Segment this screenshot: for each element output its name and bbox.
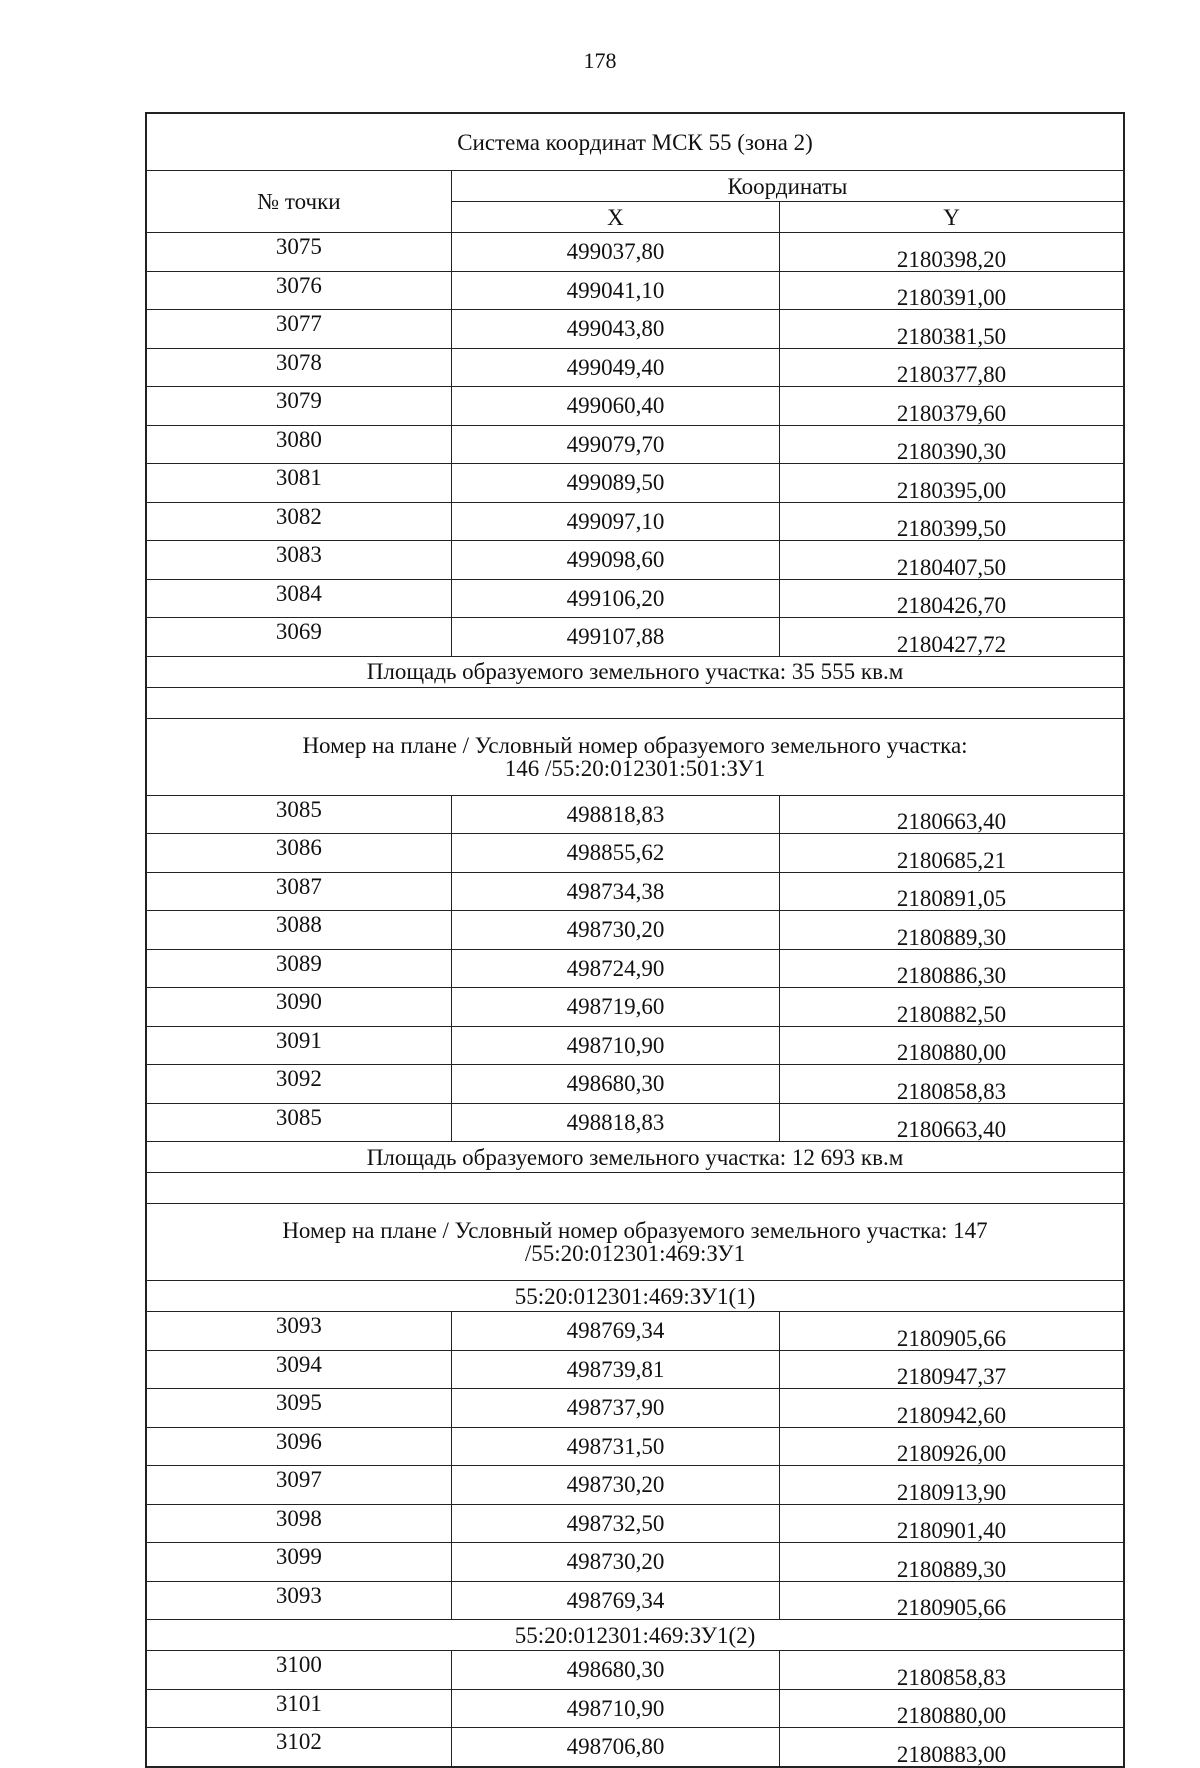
table-row [147,1350,1124,1389]
x-coordinate-cell: 498731,50 [451,1427,779,1466]
y-coordinate-cell: 2180663,40 [780,795,1124,834]
table-row [147,310,1124,349]
table-row [147,911,1124,950]
x-coordinate-cell: 498710,90 [451,1026,779,1065]
x-coordinate-cell: 499089,50 [451,464,779,503]
spacer-2 [147,1173,1124,1204]
point-number-cell: 3082 [147,502,452,541]
y-coordinate-cell: 2180426,70 [780,579,1124,618]
point-number-cell: 3069 [147,618,452,657]
point-number-cell: 3084 [147,579,452,618]
point-number-cell: 3079 [147,387,452,426]
table-row [147,618,1124,657]
x-coordinate-cell: 498732,50 [451,1504,779,1543]
area-summary-2-row [147,1142,1124,1173]
y-coordinate-cell: 2180399,50 [780,502,1124,541]
y-coordinate-cell: 2180883,00 [780,1728,1124,1767]
point-number-cell: 3091 [147,1026,452,1065]
table-row [147,834,1124,873]
y-coordinate-cell: 2180391,00 [780,271,1124,310]
point-number-cell: 3085 [147,1103,452,1142]
table-row [147,1026,1124,1065]
point-number-cell: 3078 [147,348,452,387]
x-coordinate-cell: 498818,83 [451,1103,779,1142]
area-summary-2: Площадь образуемого земельного участка: 12 693 кв.м [147,1142,1124,1173]
x-header: X [451,202,779,233]
point-number-cell: 3083 [147,541,452,580]
x-coordinate-cell: 499107,88 [451,618,779,657]
y-coordinate-cell: 2180891,05 [780,872,1124,911]
x-coordinate-cell: 498739,81 [451,1350,779,1389]
y-coordinate-cell: 2180858,83 [780,1651,1124,1690]
x-coordinate-cell: 498855,62 [451,834,779,873]
table-row [147,1728,1124,1767]
coordinate-system-title: Система координат МСК 55 (зона 2) [147,114,1124,171]
table-row [147,872,1124,911]
y-coordinate-cell: 2180942,60 [780,1389,1124,1428]
table-row [147,1312,1124,1351]
table-row [147,1651,1124,1690]
table-row [147,1543,1124,1582]
x-coordinate-cell: 498680,30 [451,1065,779,1104]
coordinates-grid [146,113,1124,1767]
spacer-1 [147,687,1124,718]
spacer-2-row [147,1173,1124,1204]
y-coordinate-cell: 2180913,90 [780,1466,1124,1505]
point-number-cell: 3095 [147,1389,452,1428]
x-coordinate-cell: 499097,10 [451,502,779,541]
x-coordinate-cell: 498680,30 [451,1651,779,1690]
y-coordinate-cell: 2180886,30 [780,949,1124,988]
y-coordinate-cell: 2180379,60 [780,387,1124,426]
table-row [147,1389,1124,1428]
x-coordinate-cell: 498734,38 [451,872,779,911]
table-row [147,795,1124,834]
point-number-cell: 3094 [147,1350,452,1389]
table-row [147,949,1124,988]
table-row [147,579,1124,618]
x-coordinate-cell: 499041,10 [451,271,779,310]
x-coordinate-cell: 498710,90 [451,1689,779,1728]
y-coordinate-cell: 2180427,72 [780,618,1124,657]
parcel-title-146-row [147,718,1124,795]
table-row [147,1581,1124,1620]
y-coordinate-cell: 2180685,21 [780,834,1124,873]
table-row [147,988,1124,1027]
coordinates-table [145,112,1125,1768]
y-coordinate-cell: 2180926,00 [780,1427,1124,1466]
x-coordinate-cell: 499079,70 [451,425,779,464]
spacer-1-row [147,687,1124,718]
x-coordinate-cell: 498719,60 [451,988,779,1027]
table-row [147,348,1124,387]
x-coordinate-cell: 498769,34 [451,1581,779,1620]
y-coordinate-cell: 2180880,00 [780,1689,1124,1728]
y-coordinate-cell: 2180901,40 [780,1504,1124,1543]
table-row [147,271,1124,310]
y-coordinate-cell: 2180381,50 [780,310,1124,349]
table-row [147,464,1124,503]
table-row [147,1689,1124,1728]
table-row [147,1466,1124,1505]
x-coordinate-cell: 498818,83 [451,795,779,834]
y-coordinate-cell: 2180390,30 [780,425,1124,464]
y-coordinate-cell: 2180858,83 [780,1065,1124,1104]
point-number-cell: 3088 [147,911,452,950]
x-coordinate-cell: 499049,40 [451,348,779,387]
parcel-title-146-line1: Номер на плане / Условный номер образуемого земельного участка: [302,732,968,758]
y-coordinate-cell: 2180905,66 [780,1581,1124,1620]
table-row [147,1427,1124,1466]
contour-label-2: 55:20:012301:469:ЗУ1(2) [147,1620,1124,1651]
point-number-cell: 3098 [147,1504,452,1543]
point-number-cell: 3093 [147,1312,452,1351]
area-summary-1: Площадь образуемого земельного участка: 35 555 кв.м [147,656,1124,687]
y-coordinate-cell: 2180889,30 [780,911,1124,950]
point-number-cell: 3093 [147,1581,452,1620]
parcel-title-146 [147,718,1124,795]
coordinate-system-row [147,114,1124,171]
parcel-title-147-line2: /55:20:012301:469:ЗУ1 [524,1241,746,1266]
x-coordinate-cell: 498769,34 [451,1312,779,1351]
y-coordinate-cell: 2180905,66 [780,1312,1124,1351]
point-number-cell: 3092 [147,1065,452,1104]
contour-label-1: 55:20:012301:469:ЗУ1(1) [147,1281,1124,1312]
y-coordinate-cell: 2180880,00 [780,1026,1124,1065]
page-number: 178 [583,48,617,73]
point-number-cell: 3080 [147,425,452,464]
parcel-title-147 [147,1204,1124,1281]
x-coordinate-cell: 498706,80 [451,1728,779,1767]
table-row [147,1504,1124,1543]
x-coordinate-cell: 498730,20 [451,911,779,950]
x-coordinate-cell: 498730,20 [451,1466,779,1505]
y-coordinate-cell: 2180882,50 [780,988,1124,1027]
x-coordinate-cell: 499037,80 [451,233,779,272]
x-coordinate-cell: 498724,90 [451,949,779,988]
contour-label-1-row [147,1281,1124,1312]
point-number-header: № точки [147,171,452,233]
x-coordinate-cell: 498730,20 [451,1543,779,1582]
point-number-cell: 3077 [147,310,452,349]
point-number-cell: 3096 [147,1427,452,1466]
contour-label-2-row [147,1620,1124,1651]
point-number-cell: 3081 [147,464,452,503]
header-row [147,171,1124,202]
y-coordinate-cell: 2180663,40 [780,1103,1124,1142]
point-number-cell: 3102 [147,1728,452,1767]
y-coordinate-cell: 2180398,20 [780,233,1124,272]
area-summary-1-row [147,656,1124,687]
parcel-title-147-line1: Номер на плане / Условный номер образуемого земельного участка: 147 [282,1218,988,1243]
coordinates-header: Координаты [451,171,1123,202]
y-coordinate-cell: 2180395,00 [780,464,1124,503]
table-row [147,541,1124,580]
point-number-cell: 3086 [147,834,452,873]
point-number-cell: 3076 [147,271,452,310]
x-coordinate-cell: 499043,80 [451,310,779,349]
point-number-cell: 3089 [147,949,452,988]
point-number-cell: 3090 [147,988,452,1027]
point-number-cell: 3087 [147,872,452,911]
table-row [147,233,1124,272]
y-coordinate-cell: 2180947,37 [780,1350,1124,1389]
y-coordinate-cell: 2180407,50 [780,541,1124,580]
point-number-cell: 3075 [147,233,452,272]
point-number-cell: 3101 [147,1689,452,1728]
y-coordinate-cell: 2180889,30 [780,1543,1124,1582]
point-number-cell: 3099 [147,1543,452,1582]
point-number-cell: 3100 [147,1651,452,1690]
x-coordinate-cell: 499098,60 [451,541,779,580]
x-coordinate-cell: 499106,20 [451,579,779,618]
table-row [147,425,1124,464]
point-number-cell: 3085 [147,795,452,834]
y-coordinate-cell: 2180377,80 [780,348,1124,387]
x-coordinate-cell: 499060,40 [451,387,779,426]
table-row [147,1103,1124,1142]
table-row [147,502,1124,541]
parcel-title-147-row [147,1204,1124,1281]
x-coordinate-cell: 498737,90 [451,1389,779,1428]
table-row [147,387,1124,426]
parcel-title-146-line2: 146 /55:20:012301:501:ЗУ1 [504,755,766,781]
point-number-cell: 3097 [147,1466,452,1505]
y-header: Y [780,202,1124,233]
table-row [147,1065,1124,1104]
